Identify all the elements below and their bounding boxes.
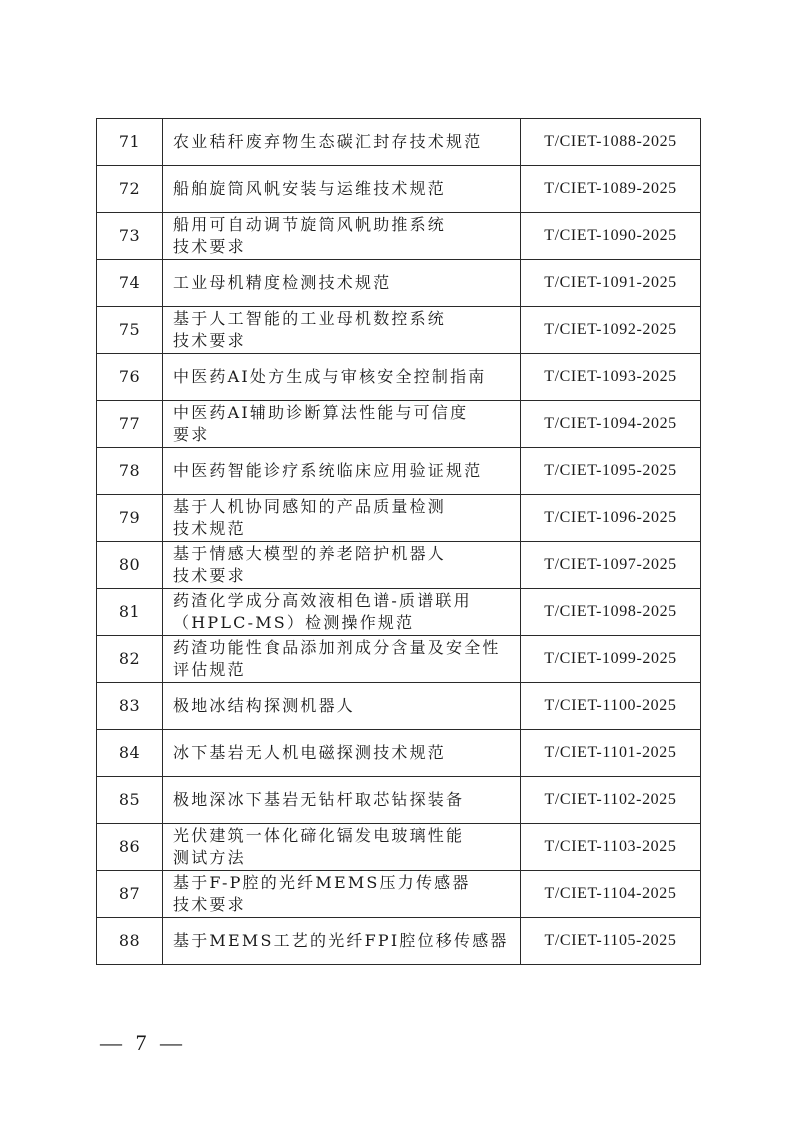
table-row bbox=[97, 636, 701, 683]
table-row bbox=[97, 918, 701, 965]
standard-name bbox=[163, 307, 521, 354]
standard-name-line: 要求 bbox=[173, 425, 210, 444]
standard-name-line: （HPLC-MS）检测操作规范 bbox=[173, 613, 415, 632]
standard-code: T/CIET-1099-2025 bbox=[521, 636, 701, 683]
standard-name-line: 药渣功能性食品添加剂成分含量及安全性 bbox=[173, 638, 501, 657]
row-number: 79 bbox=[97, 495, 163, 542]
standard-name-line: 光伏建筑一体化碲化镉发电玻璃性能 bbox=[173, 826, 465, 845]
standard-name-line: 基于情感大模型的养老陪护机器人 bbox=[173, 544, 447, 563]
standard-name bbox=[163, 260, 521, 307]
standard-name-line: 基于人工智能的工业母机数控系统 bbox=[173, 309, 447, 328]
standard-code: T/CIET-1094-2025 bbox=[521, 401, 701, 448]
standard-name-line: 基于MEMS工艺的光纤FPI腔位移传感器 bbox=[173, 931, 509, 950]
standard-name-line: 中医药AI辅助诊断算法性能与可信度 bbox=[173, 403, 469, 422]
row-number: 78 bbox=[97, 448, 163, 495]
row-number: 82 bbox=[97, 636, 163, 683]
row-number: 80 bbox=[97, 542, 163, 589]
standard-name bbox=[163, 777, 521, 824]
standard-name bbox=[163, 730, 521, 777]
standard-code: T/CIET-1102-2025 bbox=[521, 777, 701, 824]
row-number: 77 bbox=[97, 401, 163, 448]
standard-name bbox=[163, 918, 521, 965]
standard-code: T/CIET-1104-2025 bbox=[521, 871, 701, 918]
row-number: 75 bbox=[97, 307, 163, 354]
table-row bbox=[97, 730, 701, 777]
standard-name-line: 技术要求 bbox=[173, 566, 246, 585]
table-row bbox=[97, 354, 701, 401]
table-row bbox=[97, 401, 701, 448]
standard-name bbox=[163, 589, 521, 636]
standard-name bbox=[163, 636, 521, 683]
standard-name-line: 极地冰结构探测机器人 bbox=[173, 696, 356, 715]
standard-name bbox=[163, 448, 521, 495]
standard-name-line: 技术要求 bbox=[173, 237, 246, 256]
standard-name-line: 技术要求 bbox=[173, 895, 246, 914]
standard-name-line: 技术要求 bbox=[173, 331, 246, 350]
table-row bbox=[97, 777, 701, 824]
row-number: 88 bbox=[97, 918, 163, 965]
standard-code: T/CIET-1093-2025 bbox=[521, 354, 701, 401]
standard-name bbox=[163, 495, 521, 542]
standard-code: T/CIET-1105-2025 bbox=[521, 918, 701, 965]
standard-name bbox=[163, 213, 521, 260]
table-row bbox=[97, 448, 701, 495]
row-number: 85 bbox=[97, 777, 163, 824]
table-row bbox=[97, 213, 701, 260]
standard-name-line: 基于人机协同感知的产品质量检测 bbox=[173, 497, 447, 516]
row-number: 76 bbox=[97, 354, 163, 401]
standard-name-line: 中医药AI处方生成与审核安全控制指南 bbox=[173, 367, 487, 386]
standard-name bbox=[163, 683, 521, 730]
standard-code: T/CIET-1100-2025 bbox=[521, 683, 701, 730]
standard-name bbox=[163, 824, 521, 871]
row-number: 83 bbox=[97, 683, 163, 730]
standard-code: T/CIET-1098-2025 bbox=[521, 589, 701, 636]
standard-code: T/CIET-1089-2025 bbox=[521, 166, 701, 213]
row-number: 86 bbox=[97, 824, 163, 871]
standard-name-line: 药渣化学成分高效液相色谱-质谱联用 bbox=[173, 591, 472, 610]
standard-name-line: 船用可自动调节旋筒风帆助推系统 bbox=[173, 215, 447, 234]
standard-name-line: 工业母机精度检测技术规范 bbox=[173, 273, 392, 292]
table-row bbox=[97, 166, 701, 213]
row-number: 84 bbox=[97, 730, 163, 777]
row-number: 72 bbox=[97, 166, 163, 213]
row-number: 81 bbox=[97, 589, 163, 636]
table-row bbox=[97, 683, 701, 730]
standard-name-line: 技术规范 bbox=[173, 519, 246, 538]
standard-code: T/CIET-1101-2025 bbox=[521, 730, 701, 777]
standards-table bbox=[96, 118, 701, 965]
standard-name bbox=[163, 542, 521, 589]
standard-name-line: 极地深冰下基岩无钻杆取芯钻探装备 bbox=[173, 790, 465, 809]
standard-code: T/CIET-1096-2025 bbox=[521, 495, 701, 542]
standard-name-line: 农业秸秆废弃物生态碳汇封存技术规范 bbox=[173, 132, 483, 151]
standards-table-body bbox=[97, 119, 701, 965]
table-row bbox=[97, 260, 701, 307]
standard-name bbox=[163, 354, 521, 401]
standard-code: T/CIET-1091-2025 bbox=[521, 260, 701, 307]
table-row bbox=[97, 589, 701, 636]
standard-name bbox=[163, 871, 521, 918]
row-number: 74 bbox=[97, 260, 163, 307]
standard-code: T/CIET-1103-2025 bbox=[521, 824, 701, 871]
standard-name bbox=[163, 166, 521, 213]
standard-name bbox=[163, 119, 521, 166]
standard-code: T/CIET-1088-2025 bbox=[521, 119, 701, 166]
standard-name-line: 中医药智能诊疗系统临床应用验证规范 bbox=[173, 461, 483, 480]
row-number: 71 bbox=[97, 119, 163, 166]
table-row bbox=[97, 495, 701, 542]
table-row bbox=[97, 824, 701, 871]
standard-name-line: 评估规范 bbox=[173, 660, 246, 679]
table-row bbox=[97, 542, 701, 589]
page-number: — 7 — bbox=[100, 1030, 186, 1055]
table-row bbox=[97, 119, 701, 166]
standard-code: T/CIET-1090-2025 bbox=[521, 213, 701, 260]
standard-name-line: 基于F-P腔的光纤MEMS压力传感器 bbox=[173, 873, 471, 892]
standard-name-line: 冰下基岩无人机电磁探测技术规范 bbox=[173, 743, 447, 762]
row-number: 87 bbox=[97, 871, 163, 918]
standard-name-line: 测试方法 bbox=[173, 848, 246, 867]
standard-name bbox=[163, 401, 521, 448]
standard-code: T/CIET-1095-2025 bbox=[521, 448, 701, 495]
table-row bbox=[97, 871, 701, 918]
standard-code: T/CIET-1092-2025 bbox=[521, 307, 701, 354]
table-row bbox=[97, 307, 701, 354]
standard-code: T/CIET-1097-2025 bbox=[521, 542, 701, 589]
standard-name-line: 船舶旋筒风帆安装与运维技术规范 bbox=[173, 179, 447, 198]
row-number: 73 bbox=[97, 213, 163, 260]
